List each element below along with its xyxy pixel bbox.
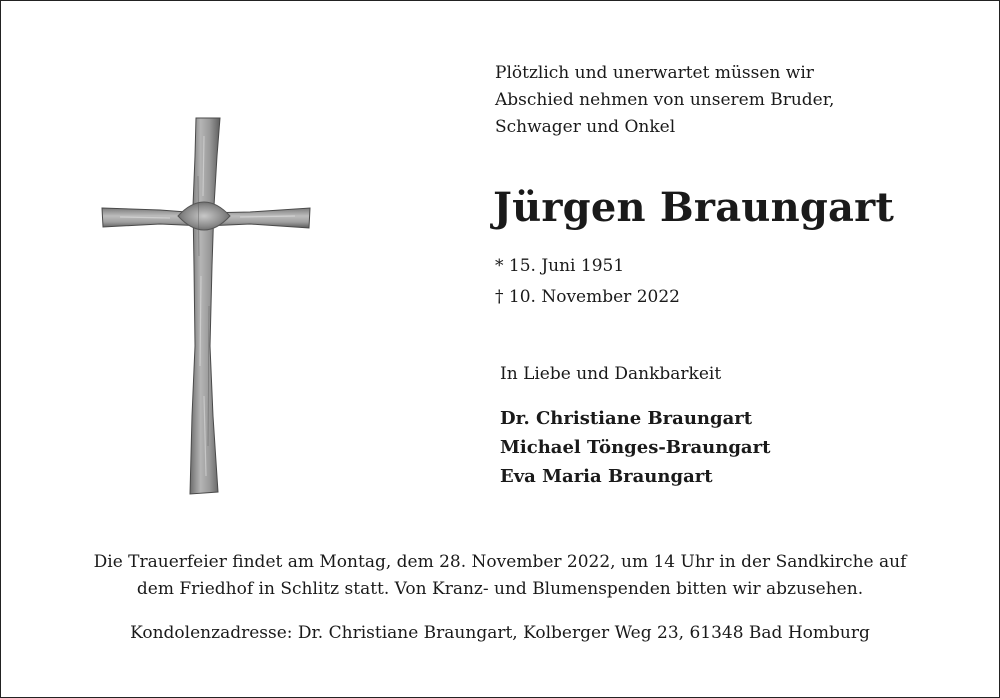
life-dates	[495, 251, 680, 313]
funeral-line: dem Friedhof in Schlitz statt. Von Kranz- und Blumenspenden bitten wir abzusehen.	[136, 579, 864, 599]
deceased-name: Jürgen Braungart	[493, 184, 895, 231]
death-date: † 10. November 2022	[495, 287, 680, 307]
mourner-name: Michael Tönges-Braungart	[500, 437, 771, 458]
intro-text	[495, 60, 895, 141]
intro-line: Abschied nehmen von unserem Bruder,	[495, 90, 835, 110]
funeral-info	[50, 549, 950, 603]
mourner-name: Eva Maria Braungart	[500, 466, 713, 487]
mourner-name: Dr. Christiane Braungart	[500, 408, 753, 429]
funeral-line: Die Trauerfeier findet am Montag, dem 28. November 2022, um 14 Uhr in der Sandkirche auf	[93, 552, 907, 572]
birth-date: * 15. Juni 1951	[495, 256, 625, 276]
mourners-list	[500, 404, 770, 491]
thanks-line: In Liebe und Dankbarkeit	[500, 364, 722, 384]
intro-line: Schwager und Onkel	[495, 117, 676, 137]
intro-line: Plötzlich und unerwartet müssen wir	[495, 63, 814, 83]
metal-cross-icon	[100, 116, 312, 496]
condolence-address: Kondolenzadresse: Dr. Christiane Braungart, Kolberger Weg 23, 61348 Bad Homburg	[130, 623, 870, 643]
